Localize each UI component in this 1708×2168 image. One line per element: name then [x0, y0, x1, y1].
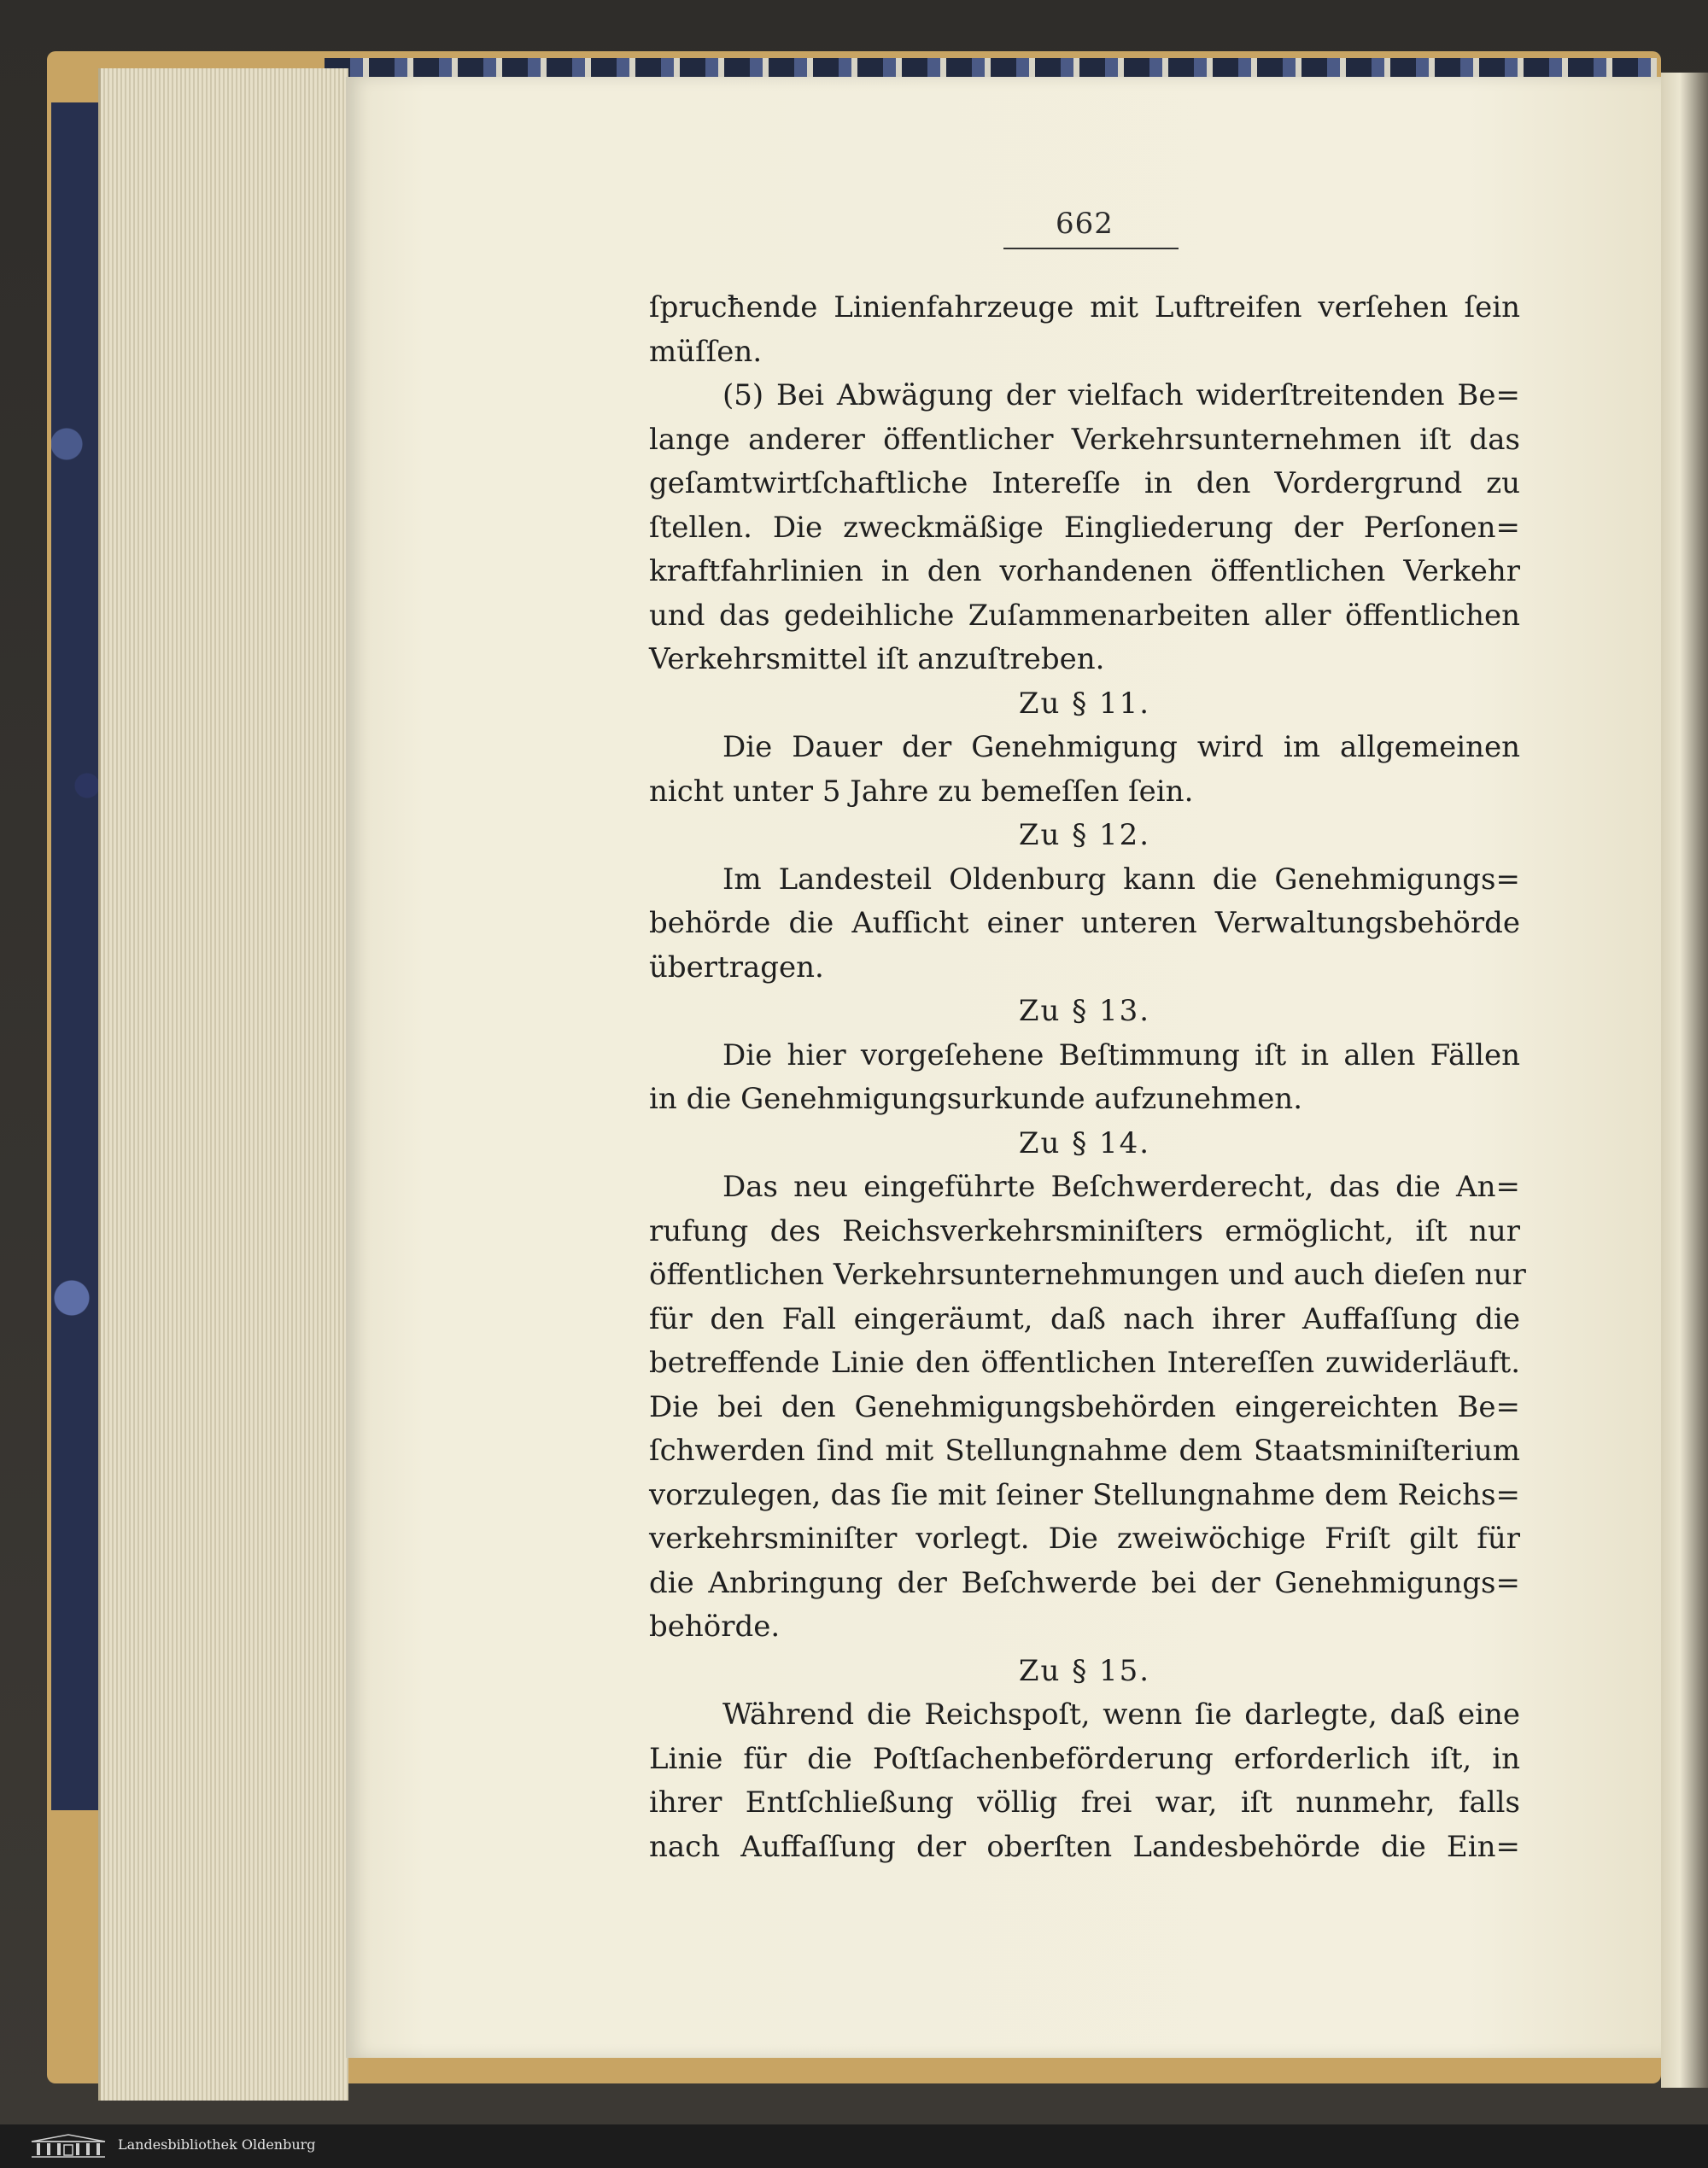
- text-line: rufung des Reichsverkehrsminiſters ermöglicht, iſt nur: [649, 1213, 1520, 1248]
- section-heading: Zu § 13.: [1018, 994, 1151, 1028]
- page-text-block: [649, 286, 1526, 1869]
- text-line: lange anderer öffentlicher Verkehrsunternehmen iſt das: [649, 422, 1520, 457]
- page-number-rule: [1003, 248, 1179, 249]
- text-line: verkehrsminiſter vorlegt. Die zweiwöchige Friſt gilt für: [649, 1522, 1520, 1556]
- text-line: behörde die Aufſicht einer unteren Verwaltungsbehörde: [649, 906, 1520, 940]
- text-line: die Anbringung der Beſchwerde bei der Genehmigungs=: [649, 1565, 1520, 1600]
- page-stack-edge: [98, 68, 348, 2101]
- text-line: Das neu eingeführte Beſchwerderecht, das die An=: [722, 1170, 1520, 1204]
- text-line: Die bei den Genehmigungsbehörden eingereichten Be=: [649, 1389, 1520, 1424]
- text-line: geſamtwirtſchaftliche Intereſſe in den Vordergrund zu: [649, 466, 1520, 500]
- text-line: Die Dauer der Genehmigung wird im allgemeinen: [722, 730, 1520, 764]
- page-number: 662: [1056, 207, 1114, 241]
- text-line: Während die Reichspoſt, wenn ſie darlegte, daß eine: [722, 1698, 1520, 1732]
- text-line: Verkehrsmittel iſt anzuſtreben.: [649, 642, 1105, 676]
- page-edge-right: [1661, 73, 1708, 2088]
- text-line: nicht unter 5 Jahre zu bemeſſen ſein.: [649, 774, 1194, 809]
- text-line: Linie für die Poſtſachenbeförderung erforderlich iſt, in: [649, 1741, 1520, 1776]
- text-line: kraftfahrlinien in den vorhandenen öffentlichen Verkehr: [649, 554, 1520, 588]
- text-line: übertragen.: [649, 950, 824, 985]
- text-line: öffentlichen Verkehrsunternehmungen und auch dieſen nur: [649, 1258, 1526, 1292]
- text-line: behörde.: [649, 1610, 781, 1644]
- text-line: Im Landesteil Oldenburg kann die Genehmigungs=: [722, 862, 1520, 897]
- section-heading: Zu § 14.: [1018, 1125, 1151, 1160]
- text-line: nach Auffaſſung der oberſten Landesbehörde die Ein=: [649, 1829, 1520, 1864]
- section-heading: Zu § 15.: [1018, 1653, 1151, 1688]
- text-line: (5) Bei Abwägung der vielfach widerſtreitenden Be=: [722, 378, 1520, 412]
- text-line: in die Genehmigungsurkunde aufzunehmen.: [649, 1082, 1303, 1116]
- marbled-endpaper-left: [51, 102, 102, 1810]
- section-heading: Zu § 11.: [1018, 686, 1151, 721]
- library-name: Landesbibliothek Oldenburg: [118, 2136, 316, 2153]
- text-line: und das gedeihliche Zuſammenarbeiten aller öffentlichen: [649, 598, 1520, 633]
- text-line: Die hier vorgeſehene Beſtimmung iſt in allen Fällen: [722, 1037, 1520, 1072]
- library-building-icon: [30, 2133, 107, 2159]
- section-heading: Zu § 12.: [1018, 818, 1151, 852]
- text-line: vorzulegen, das ſie mit ſeiner Stellungnahme dem Reichs=: [649, 1477, 1520, 1512]
- text-line: betreffende Linie den öffentlichen Intereſſen zuwiderläuft.: [649, 1346, 1520, 1380]
- text-line: ſtellen. Die zweckmäßige Eingliederung der Perſonen=: [649, 510, 1520, 545]
- text-line: ſchwerden ſind mit Stellungnahme dem Staatsminiſterium: [649, 1434, 1520, 1468]
- text-line: für den Fall eingeräumt, daß nach ihrer Auffaſſung die: [649, 1301, 1520, 1336]
- text-line: ſprucħende Linienfahrzeuge mit Luftreifen verſehen ſein: [649, 290, 1520, 324]
- text-line: ihrer Entſchließung völlig frei war, iſt nunmehr, falls: [649, 1785, 1520, 1820]
- text-line: müſſen.: [649, 334, 763, 369]
